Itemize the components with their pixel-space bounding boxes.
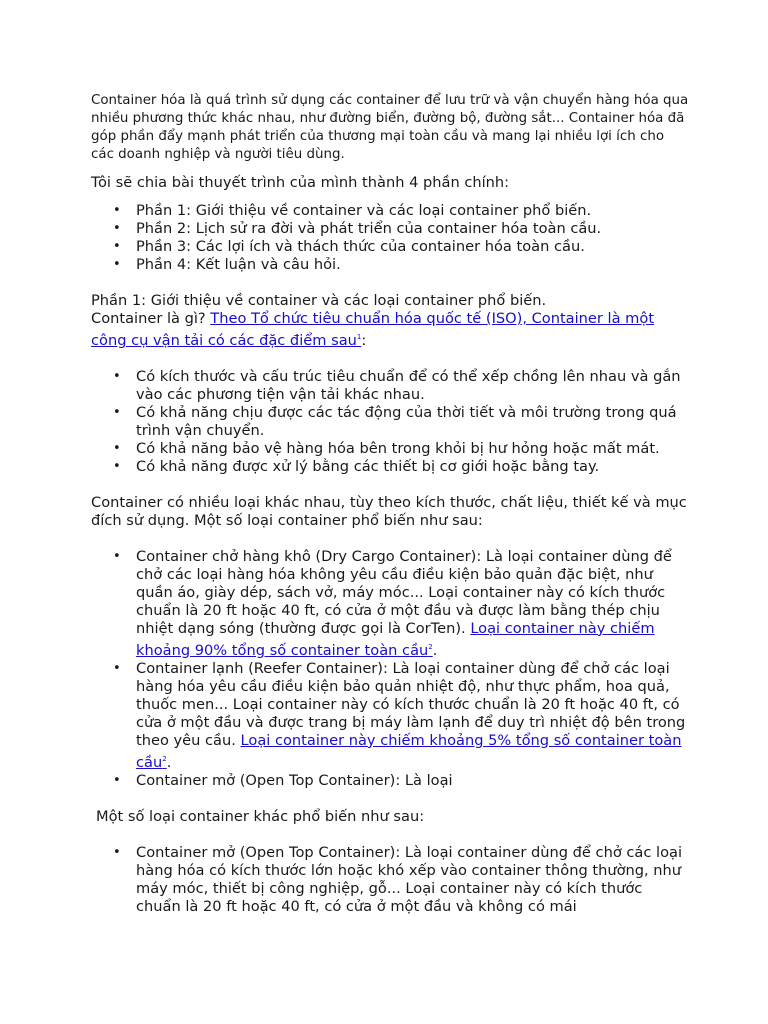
share-link-text: Loại container này chiếm khoảng 90% tổng số container toàn cầu (136, 619, 655, 659)
container-type-tail: . (432, 641, 438, 659)
outline-item: • Phần 2: Lịch sử ra đời và phát triển của container hóa toàn cầu. (91, 220, 691, 238)
container-definition (91, 310, 691, 350)
feature-item: • Có kích thước và cấu trúc tiêu chuẩn để có thể xếp chồng lên nhau và gắn vào các phương tiện vận tải khác nhau. (91, 368, 691, 404)
other-type-item: • Container mở (Open Top Container): Là loại container dùng để chở các loại hàng hóa có kích thước lớn hoặc khó xếp vào container thông thường, như máy móc, thiết bị công nghiệp, gỗ... Loại container này có kích thước chuẩn là 20 ft hoặc 40 ft, có cửa ở một đầu và không có mái (91, 844, 691, 916)
outline-item: • Phần 1: Giới thiệu về container và các loại container phổ biến. (91, 202, 691, 220)
container-type-item (91, 660, 691, 772)
section1-title: Phần 1: Giới thiệu về container và các loại container phổ biến. (91, 292, 547, 309)
share-link-text: Loại container này chiếm khoảng 5% tổng số container toàn cầu (136, 731, 682, 771)
outline-item: • Phần 3: Các lợi ích và thách thức của container hóa toàn cầu. (91, 238, 691, 256)
feature-item: • Có khả năng bảo vệ hàng hóa bên trong khỏi bị hư hỏng hoặc mất mát. (91, 440, 691, 458)
citation-marker: 2 (428, 642, 433, 651)
feature-item: • Có khả năng chịu được các tác động của thời tiết và môi trường trong quá trình vận chuyển. (91, 404, 691, 440)
container-types-list (91, 548, 691, 790)
outline-item: • Phần 4: Kết luận và câu hỏi. (91, 256, 691, 274)
container-type-text: Container lạnh (Reefer Container): Là loại container dùng để chở các loại hàng hóa yêu cầu điều kiện bảo quản nhiệt độ, như thực phẩm, hoa quả, thuốc men... Loại container này có kích thước chuẩn là 20 ft hoặc 40 ft, có cửa ở một đầu và được trang bị máy làm lạnh để duy trì nhiệt độ bên trong theo yêu cầu. (136, 659, 686, 749)
other-types-list (91, 844, 691, 916)
features-list (91, 368, 691, 476)
citation-marker: 2 (162, 754, 167, 763)
outline-list (91, 202, 691, 274)
citation-marker: 1 (356, 333, 362, 341)
outline-heading: Tôi sẽ chia bài thuyết trình của mình thành 4 phần chính: (91, 174, 510, 191)
container-type-item (91, 772, 691, 790)
types-intro: Container có nhiều loại khác nhau, tùy theo kích thước, chất liệu, thiết kế và mục đích sử dụng. Một số loại container phổ biến như sau: (91, 493, 687, 529)
container-type-tail: . (166, 753, 172, 771)
intro-paragraph: Container hóa là quá trình sử dụng các container để lưu trữ và vận chuyển hàng hóa qua nhiều phương thức khác nhau, như đường biển, đường bộ, đường sắt... Container hóa đã góp phần đẩy mạnh phát triển của thương mại toàn cầu và mang lại nhiều lợi ích cho các doanh nghiệp và người tiêu dùng. (91, 93, 689, 162)
document-page (91, 92, 691, 916)
container-type-text: Container mở (Open Top Container): Là loại (136, 771, 453, 789)
container-type-item (91, 548, 691, 660)
definition-tail: : (361, 331, 367, 349)
definition-question: Container là gì? (91, 310, 211, 327)
iso-link-text: Theo Tổ chức tiêu chuẩn hóa quốc tế (ISO), Container là một công cụ vận tải có các đặc điểm sau (91, 310, 655, 349)
container-type-text: Container chở hàng khô (Dry Cargo Container): Là loại container dùng để chở các loại hàng hóa không yêu cầu điều kiện bảo quản đặc biệt, như quần áo, giày dép, sách vở, máy móc... Loại container này có kích thước chuẩn là 20 ft hoặc 40 ft, có cửa ở một đầu và được làm bằng thép chịu nhiệt dạng sóng (thường được gọi là CorTen). (136, 547, 672, 637)
feature-item: • Có khả năng được xử lý bằng các thiết bị cơ giới hoặc bằng tay. (91, 458, 691, 476)
other-types-intro: Một số loại container khác phổ biến như sau: (96, 807, 425, 825)
